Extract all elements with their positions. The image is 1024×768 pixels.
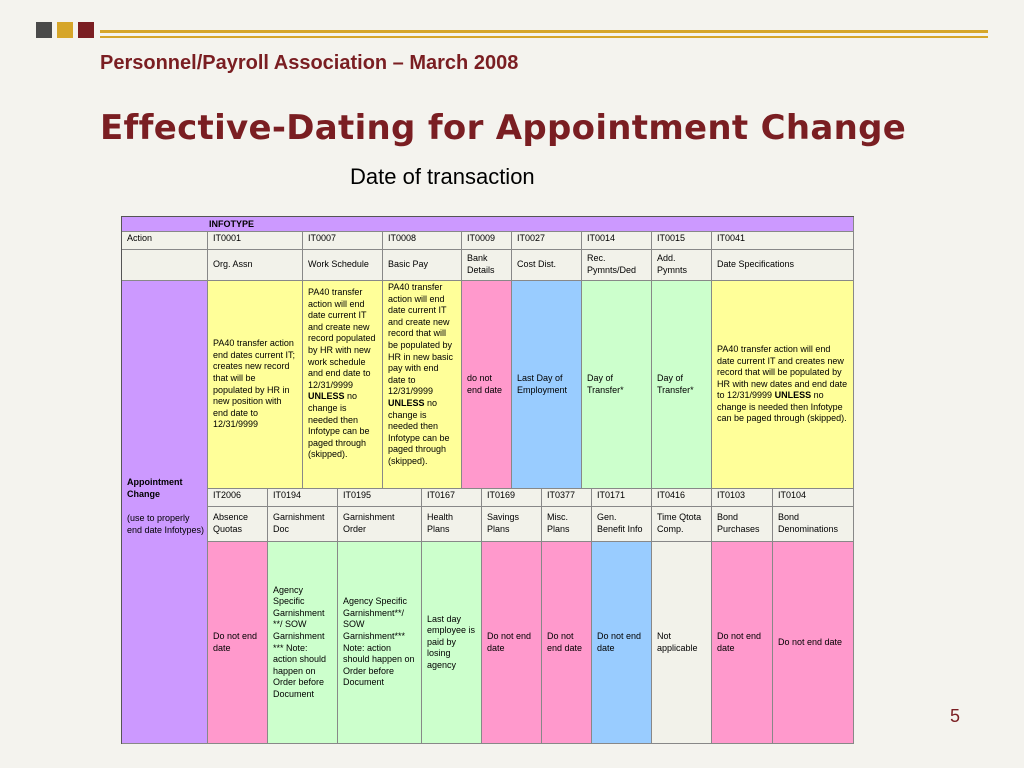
desc-it0015: [652, 281, 712, 489]
desc-it0001: [208, 281, 303, 489]
action-name: Appointment Change: [127, 477, 183, 499]
action-label: Action: [122, 232, 208, 250]
desc-it0416: [652, 542, 712, 744]
name-it0041: [712, 250, 854, 281]
code-it0001: IT0001: [208, 232, 303, 250]
name-it0377: [542, 507, 592, 542]
logo-square-gray: [36, 22, 52, 38]
name-it0167: [422, 507, 482, 542]
name-it2006: [208, 507, 268, 542]
slide-title: Effective-Dating for Appointment Change: [100, 108, 907, 148]
desc-it0167: [422, 542, 482, 744]
code-it0008: IT0008: [383, 232, 462, 250]
name-it0416: [652, 507, 712, 542]
action-blank: [122, 250, 208, 281]
name-text: Gen. Benefit Info: [597, 512, 643, 534]
code-it0015: IT0015: [652, 232, 712, 250]
logo-square-maroon: [78, 22, 94, 38]
name-it0009: [462, 250, 512, 281]
unless-text: UNLESS: [388, 397, 425, 408]
name-it0007: [303, 250, 383, 281]
desc-text: do not end date: [467, 372, 503, 395]
desc-text: Agency Specific Garnishment **/ SOW Garnishment *** Note: action should happen on Order before Document: [273, 584, 327, 699]
slide-subtitle: Date of transaction: [350, 164, 535, 189]
desc-it0027: [512, 281, 582, 489]
name-it0171: [592, 507, 652, 542]
name-text: Org. Assn: [213, 259, 253, 270]
slide-header: Personnel/Payroll Association – March 2008: [100, 52, 519, 74]
code-it0416: IT0416: [652, 489, 712, 507]
desc-text: Do not end date: [597, 630, 642, 653]
header-rule: [100, 30, 988, 33]
desc-it0194: [268, 542, 338, 744]
desc-text: Day of Transfer*: [657, 372, 694, 395]
desc-it0104: [773, 542, 854, 744]
code-it0194: IT0194: [268, 489, 338, 507]
code-it0007: IT0007: [303, 232, 383, 250]
desc-it0195: [338, 542, 422, 744]
action-cell: [122, 281, 208, 744]
name-it0008: [383, 250, 462, 281]
action-note: (use to properly end date Infotypes): [127, 513, 205, 535]
desc-text: PA40 transfer action will end date current IT and create new record populated by HR with new work schedule and end date to 12/31/9999: [308, 287, 376, 390]
code-it0167: IT0167: [422, 489, 482, 507]
name-it0195: [338, 507, 422, 542]
desc-text: Agency Specific Garnishment**/ SOW Garnishment*** Note: action should happen on Order before Document: [343, 596, 415, 688]
code-it0103: IT0103: [712, 489, 773, 507]
desc-text: PA40 transfer action will end date current IT and creates new record that will be populated by HR with new dates and end date to 12/31/9999: [717, 343, 848, 401]
desc-text: no change is needed then Infotype can be paged through (skipped).: [717, 390, 847, 424]
name-it0027: [512, 250, 582, 281]
name-text: Absence Quotas: [213, 512, 249, 534]
desc-text: Do not end date: [487, 630, 532, 653]
name-text: Add. Pymnts: [657, 253, 688, 275]
code-it0169: IT0169: [482, 489, 542, 507]
desc-it0009: [462, 281, 512, 489]
name-it0103: [712, 507, 773, 542]
name-it0169: [482, 507, 542, 542]
name-it0104: [773, 507, 854, 542]
name-text: Health Plans: [427, 512, 454, 534]
name-text: Cost Dist.: [517, 259, 557, 270]
name-text: Misc. Plans: [547, 512, 570, 534]
code-it0195: IT0195: [338, 489, 422, 507]
code-it0377: IT0377: [542, 489, 592, 507]
unless-text: UNLESS: [308, 391, 345, 402]
page-number: 5: [950, 706, 961, 726]
desc-it0103: [712, 542, 773, 744]
desc-text: PA40 transfer action end dates current IT; creates new record that will be populated by HR in new position with end date to 12/31/9999: [213, 338, 296, 430]
name-text: Date Specifications: [717, 259, 795, 270]
desc-text: Do not end date: [547, 630, 583, 653]
desc-it0008: [383, 281, 462, 489]
name-it0015: [652, 250, 712, 281]
desc-text: Do not end date: [717, 630, 762, 653]
code-it0104: IT0104: [773, 489, 854, 507]
name-text: Time Qtota Comp.: [657, 512, 702, 534]
desc-it2006: [208, 542, 268, 744]
name-text: Bond Denominations: [778, 512, 839, 534]
code-it0027: IT0027: [512, 232, 582, 250]
code-it0014: IT0014: [582, 232, 652, 250]
desc-it0007: [303, 281, 383, 489]
desc-text: Last Day of Employment: [517, 372, 568, 395]
name-text: Garnishment Doc: [273, 512, 325, 534]
desc-text: PA40 transfer action will end date current IT and create new record that will be populated by HR in new basic pay with end date to 12/31/9999: [388, 282, 454, 397]
name-text: Work Schedule: [308, 259, 369, 270]
desc-text: Last day employee is paid by losing agency: [427, 613, 476, 670]
name-it0194: [268, 507, 338, 542]
unless-text: UNLESS: [774, 390, 812, 401]
desc-text: Do not end date: [778, 636, 843, 647]
name-text: Rec. Pymnts/Ded: [587, 253, 637, 275]
logo-square-gold: [57, 22, 73, 38]
desc-it0014: [582, 281, 652, 489]
infotype-header-bar: [122, 217, 854, 232]
code-it2006: IT2006: [208, 489, 268, 507]
desc-it0171: [592, 542, 652, 744]
header-rule-thin: [100, 36, 988, 38]
desc-it0377: [542, 542, 592, 744]
code-it0009: IT0009: [462, 232, 512, 250]
desc-text: no change is needed then Infotype can be paged through (skipped).: [388, 397, 450, 466]
infotype-label: INFOTYPE: [209, 219, 255, 229]
code-it0171: IT0171: [592, 489, 652, 507]
desc-text: Do not end date: [213, 630, 258, 653]
name-text: Basic Pay: [388, 259, 429, 270]
desc-text: Day of Transfer*: [587, 372, 624, 395]
name-it0001: [208, 250, 303, 281]
desc-it0041: [712, 281, 854, 489]
code-it0041: IT0041: [712, 232, 854, 250]
name-it0014: [582, 250, 652, 281]
name-text: Garnishment Order: [343, 512, 395, 534]
infotype-table: [121, 216, 854, 744]
desc-it0169: [482, 542, 542, 744]
desc-text: no change is needed then Infotype can be paged through (skipped).: [308, 391, 370, 460]
name-text: Bond Purchases: [717, 512, 760, 534]
name-text: Savings Plans: [487, 512, 520, 534]
desc-text: Not applicable: [657, 630, 698, 653]
name-text: Bank Details: [467, 253, 495, 275]
